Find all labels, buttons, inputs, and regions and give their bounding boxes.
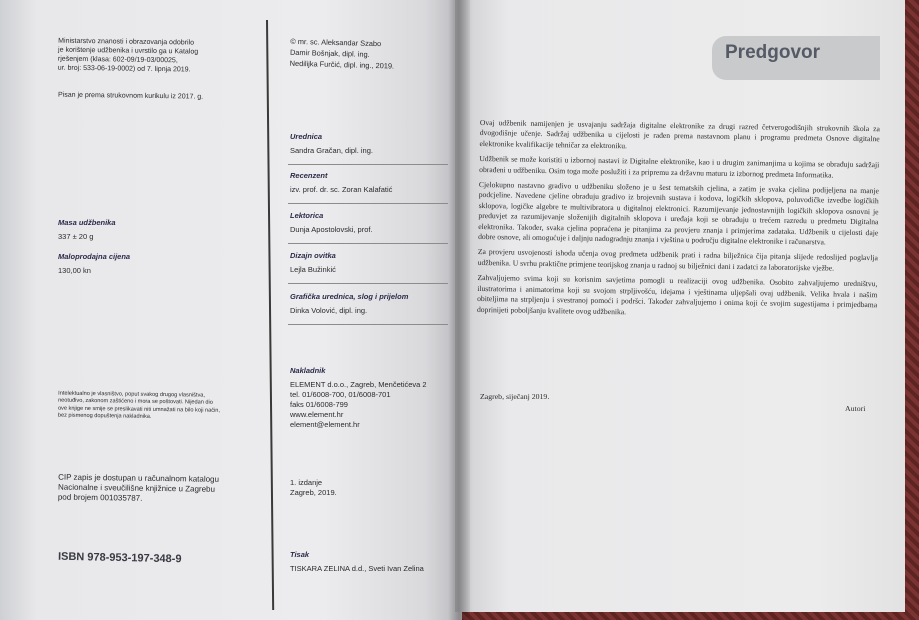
print-label: Tisak bbox=[290, 550, 310, 559]
graphic-label: Grafička urednica, slog i prijelom bbox=[290, 292, 409, 301]
paragraph: Udžbenik se može koristiti u izbornoj nastavi iz Digitalne elektronike, kao i u drugim zanimanjima u kojima se obrađuju sadržaji obrađeni u udžbeniku. Osim toga može poslužiti i za pripremu za državnu maturu iz izbornog predmeta Informatika. bbox=[479, 154, 880, 180]
authors: © mr. sc. Aleksandar Szabo Damir Bošnjak, dipl. ing. Nedilijka Furčić, dipl. ing., 2019. bbox=[289, 36, 395, 71]
print-value: TISKARA ZELINA d.d., Sveti Ivan Zelina bbox=[290, 564, 424, 573]
proofreader-label: Lektorica bbox=[290, 211, 324, 220]
editor-value: Sandra Gračan, dipl. ing. bbox=[290, 146, 373, 155]
mass-label: Masa udžbenika bbox=[58, 218, 116, 227]
preface-signature: Autori bbox=[845, 404, 866, 413]
page-title: Predgovor bbox=[725, 42, 821, 63]
copyright-notice: Intelektualno je vlasništvo, poput svakog drugog vlasništva, neotuđivo, zakonom zaštićeno i mora se poštovati. Nijedan dio ove knjige ne smije se preslikavati niti umnažati na bilo koji način, bez pismenog dopuštenja nakladnika. bbox=[57, 390, 220, 421]
approval-text: Ministarstvo znanosti i obrazovanja odobrilo je korištenje udžbenika i uvrstilo ga u Katalog rješenjem (klasa: 602-09/19-03/00025, ur. broj: 533-06-19-0002) od 7. lipnja 2019. bbox=[57, 37, 199, 74]
edition: 1. izdanje Zagreb, 2019. bbox=[290, 478, 337, 497]
preface-date: Zagreb, siječanj 2019. bbox=[480, 392, 550, 401]
preface-body bbox=[477, 118, 880, 326]
book-gutter bbox=[448, 0, 470, 620]
cover-value: Lejla Bužinkić bbox=[290, 265, 336, 274]
proofreader-value: Dunja Apostolovski, prof. bbox=[290, 225, 373, 234]
reviewer-value: izv. prof. dr. sc. Zoran Kalafatić bbox=[290, 185, 393, 194]
cover-label: Dizajn ovitka bbox=[290, 251, 336, 260]
price-label: Maloprodajna cijena bbox=[58, 252, 131, 261]
publisher-value: ELEMENT d.o.o., Zagreb, Menčetićeva 2 tel. 01/6008-700, 01/6008-701 faks 01/6008-799 www.element.hr element@element.hr bbox=[290, 380, 427, 429]
editor-label: Urednica bbox=[290, 132, 323, 141]
divider-3 bbox=[288, 243, 448, 244]
isbn: ISBN 978-953-197-348-9 bbox=[57, 550, 182, 566]
graphic-value: Dinka Volović, dipl. ing. bbox=[290, 306, 368, 315]
divider-4 bbox=[288, 283, 448, 284]
paragraph: Za provjeru usvojenosti ishoda učenja ovog predmeta udžbenik prati i radna bilježnica čija pitanja slijede redoslijed poglavlja udžbenika. U svrhu praktične primjene teorijskog znanja u radnoj su bilježnici dani i zadatci za laboratorijske vježbe. bbox=[477, 247, 878, 273]
cip-text: CIP zapis je dostupan u računalnom katalogu Nacionalne i sveučilišne knjižnice u Zagrebu pod brojem 001035787. bbox=[57, 472, 220, 503]
paragraph: Cjelokupno nastavno gradivo u udžbeniku složeno je u šest tematskih cjelina, a zatim je svaka cjelina podijeljena na manje podcjeline. Navedene cjeline obrađuju gradivo iz brojevnih sustava i kodova, logičkih sklopova, poluvodičke izvedbe logičkih sklopova, logičke algebre te multivibratora u digitalnoj elektronici. Razumijevanje jednostavnijih logičkih sklopova osnovni je preduvjet za razumijevanje složenijih digitalnih sklopova i uređaja koji se obrađuju u trećem razredu u predmetu Digitalna elektronika. Također, svaka cjelina popraćena je pitanjima za provjeru znanja i primjerima zadataka. Udžbenik u cijelosti daje dobre osnove, ali omogućuje i daljnju nadogradnju znanja i vještina u području digitalne elektronike i računarstva. bbox=[478, 180, 879, 247]
price-value: 130,00 kn bbox=[58, 266, 91, 275]
curriculum-text: Pisan je prema strukovnom kurikulu iz 2017. g. bbox=[57, 91, 204, 101]
reviewer-label: Recenzent bbox=[290, 171, 328, 180]
divider-2 bbox=[288, 203, 448, 204]
divider-1 bbox=[288, 164, 448, 165]
divider-5 bbox=[288, 324, 448, 325]
paragraph: Zahvaljujemo svima koji su korisnim savjetima pomogli u realizaciji ovog udžbenika. Osobito zahvaljujemo uredništvu, ilustratorima i animatorima koji su svojom strpljivošću, idejama i vještinama uljepšali ovaj udžbenik. Velika hvala i našim obiteljima na strpljenju i svestranoj pomoći i podršci. Također zahvaljujemo i onima koji će svojim sugestijama i primjedbama doprinijeti poboljšanju kvalitete ovog udžbenika. bbox=[476, 273, 878, 316]
mass-value: 337 ± 20 g bbox=[58, 232, 94, 241]
paragraph: Ovaj udžbenik namijenjen je usvajanju sadržaja digitalne elektronike za drugi razred četverogodišnjih strukovnih škola za dvogodišnje učenje. Sadržaj udžbenika u cijelosti je rađen prema nastavnom planu i programu predmeta Osnove digitalne elektronike kvalifikacije tehničar za elektroniku. bbox=[479, 118, 880, 151]
publisher-label: Nakladnik bbox=[290, 366, 326, 375]
